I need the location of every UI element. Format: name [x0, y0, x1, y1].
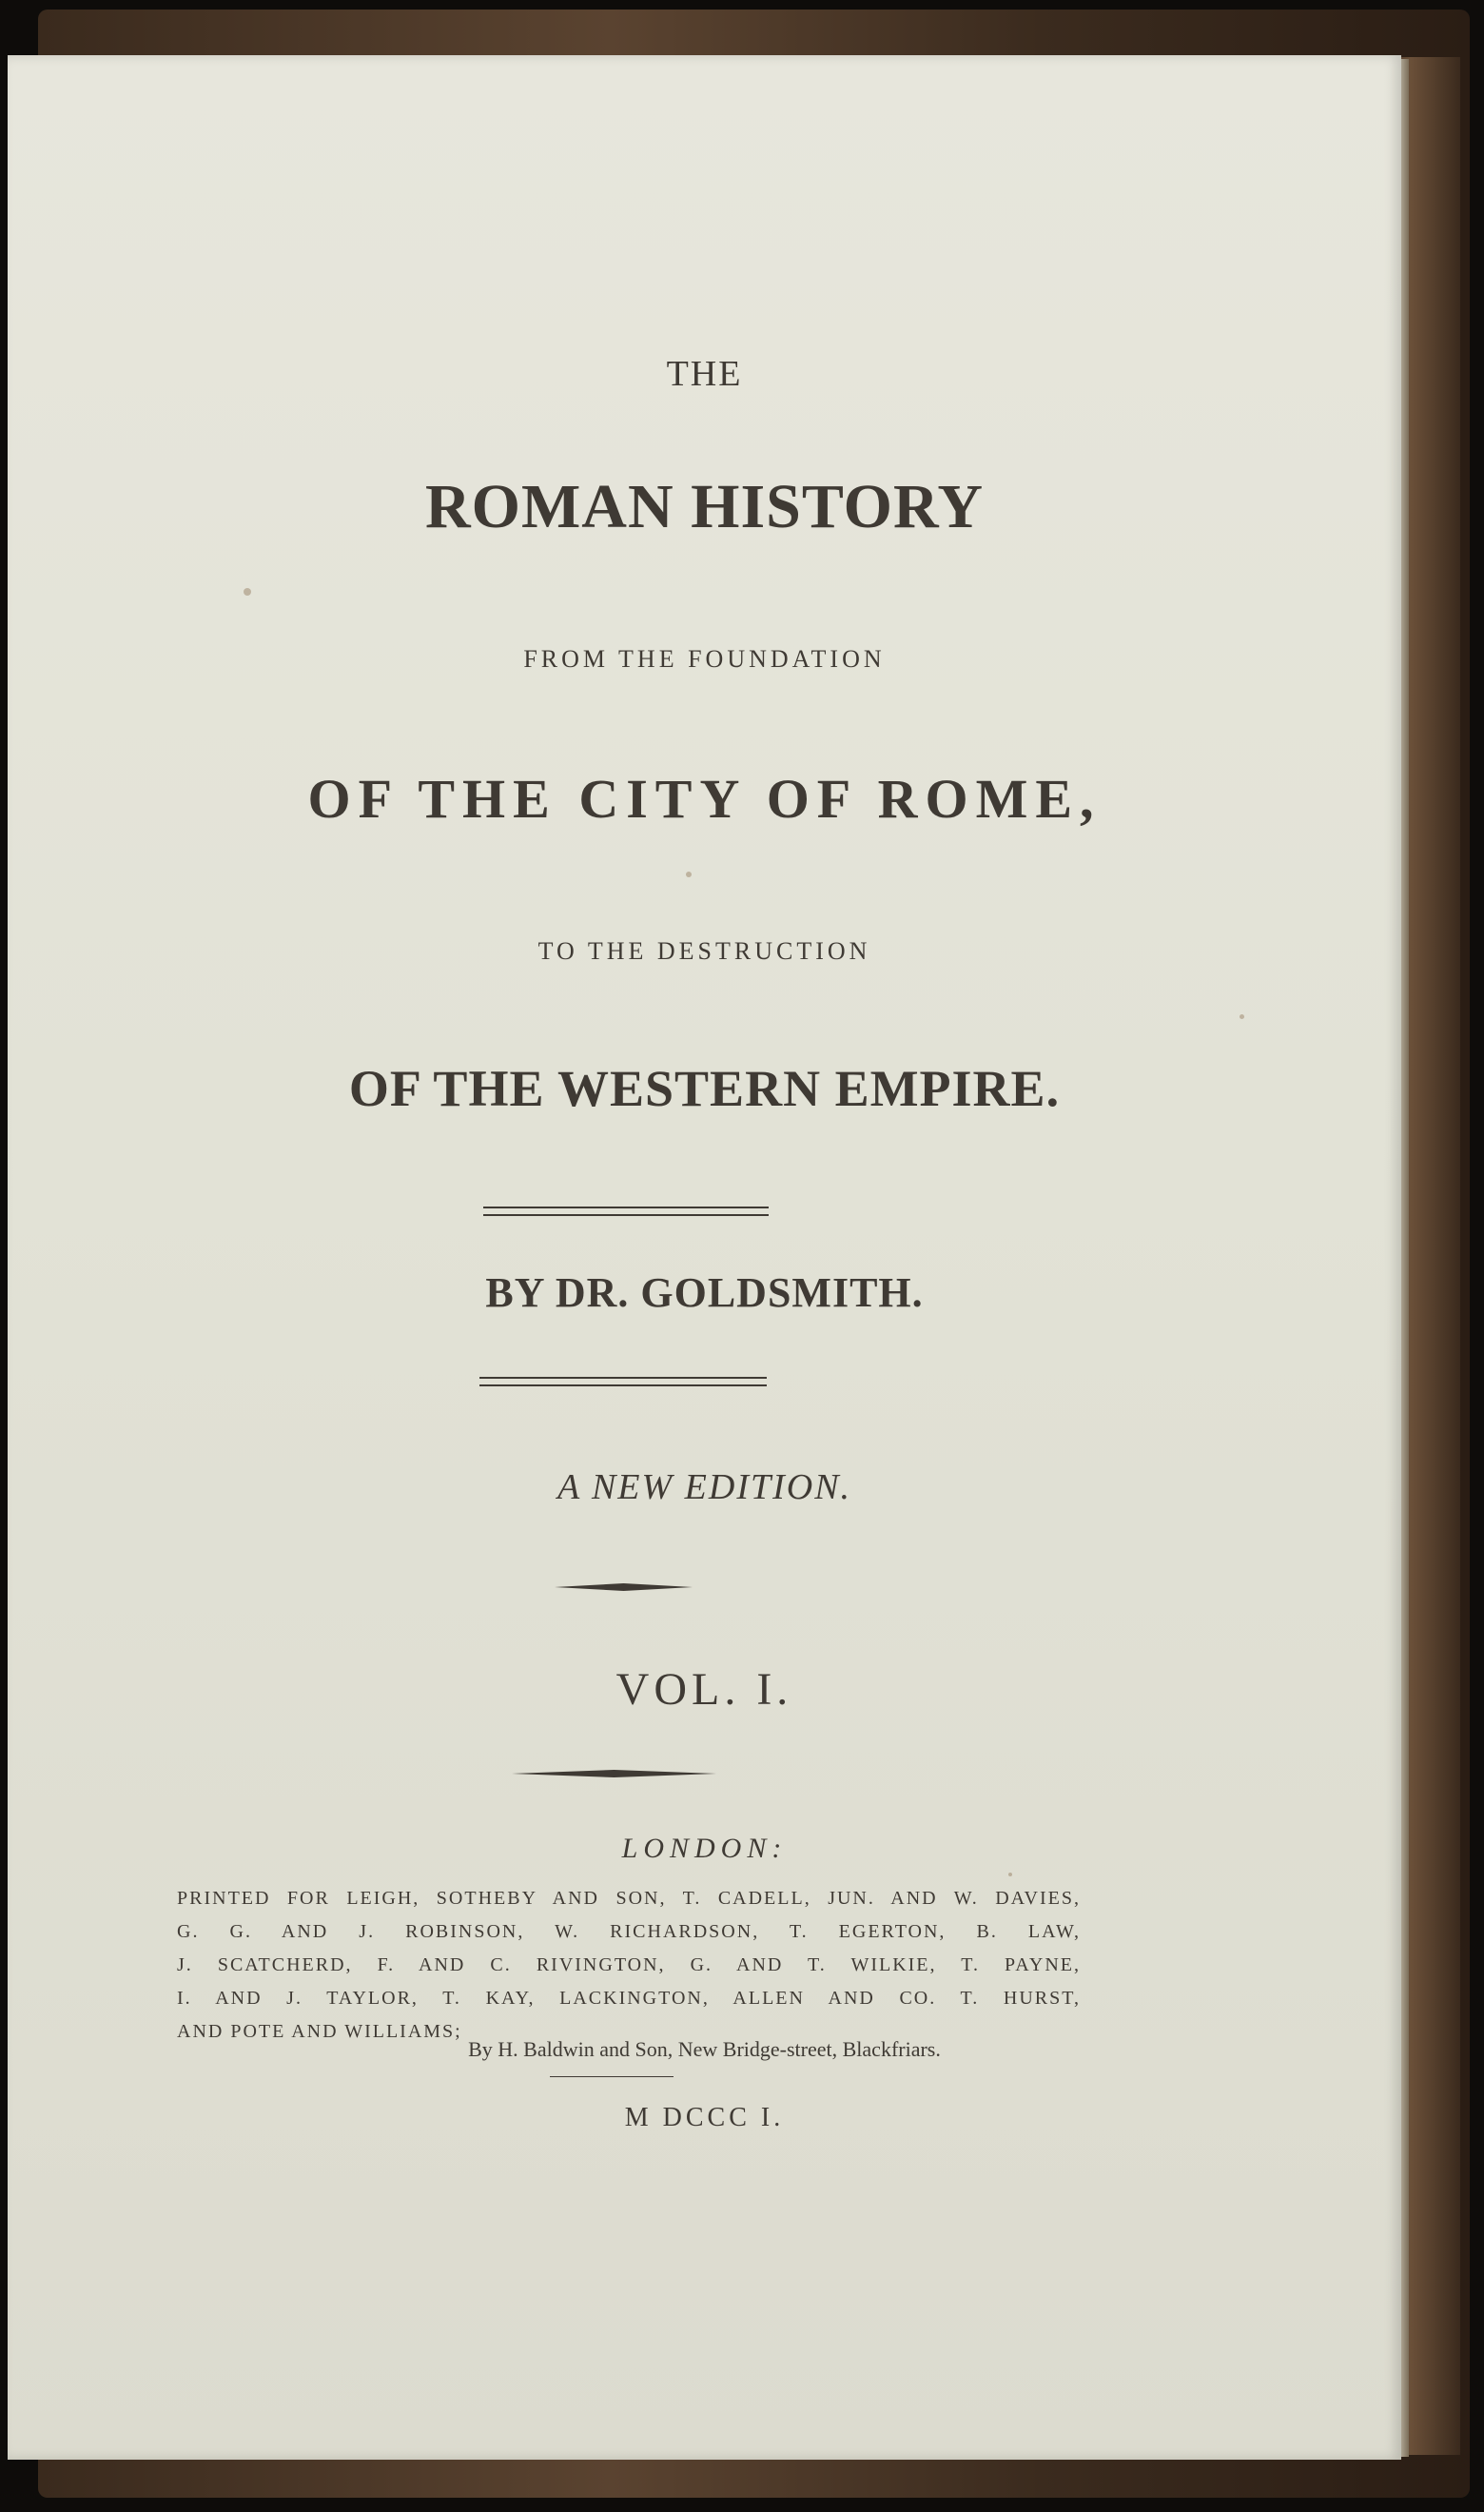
- foxing-spot: [686, 872, 692, 877]
- title-page: [8, 55, 1401, 2460]
- foxing-spot: [1240, 1014, 1244, 1019]
- subtitle-from: FROM THE FOUNDATION: [523, 645, 886, 673]
- printer-line: By H. Baldwin and Son, New Bridge-street, Blackfriars.: [468, 2037, 941, 2061]
- subtitle-to: TO THE DESTRUCTION: [537, 937, 871, 965]
- printers-line-5: AND POTE AND WILLIAMS;: [177, 2021, 462, 2042]
- subtitle-city: OF THE CITY OF ROME,: [307, 768, 1102, 830]
- swell-rule-lower: [512, 1770, 716, 1777]
- double-rule-bottom-b: [479, 1384, 767, 1386]
- double-rule-bottom-a: [479, 1377, 767, 1379]
- author-line: BY DR. GOLDSMITH.: [485, 1269, 924, 1316]
- imprint-short-rule: [550, 2076, 674, 2077]
- printers-list: [177, 1882, 1081, 2049]
- double-rule-top-a: [483, 1207, 769, 1208]
- imprint-place: LONDON:: [621, 1833, 788, 1864]
- foxing-spot: [1008, 1873, 1012, 1876]
- main-title: ROMAN HISTORY: [424, 472, 985, 541]
- imprint-date: M DCCC I.: [624, 2103, 785, 2132]
- double-rule-top-b: [483, 1214, 769, 1216]
- printers-line-2: G. G. AND J. ROBINSON, W. RICHARDSON, T. EGERTON, B. LAW,: [177, 1921, 1081, 1942]
- subtitle-western: OF THE WESTERN EMPIRE.: [348, 1060, 1061, 1117]
- printers-line-1: PRINTED FOR LEIGH, SOTHEBY AND SON, T. CADELL, JUN. AND W. DAVIES,: [177, 1888, 1081, 1909]
- foxing-spot: [244, 588, 251, 596]
- title-the: THE: [666, 354, 743, 394]
- swell-rule-upper: [555, 1583, 693, 1591]
- printers-line-4: I. AND J. TAYLOR, T. KAY, LACKINGTON, ALLEN AND CO. T. HURST,: [177, 1988, 1081, 2009]
- volume-line: VOL. I.: [615, 1664, 793, 1715]
- edition-line: A NEW EDITION.: [556, 1467, 852, 1507]
- printers-line-3: J. SCATCHERD, F. AND C. RIVINGTON, G. AND T. WILKIE, T. PAYNE,: [177, 1954, 1081, 1975]
